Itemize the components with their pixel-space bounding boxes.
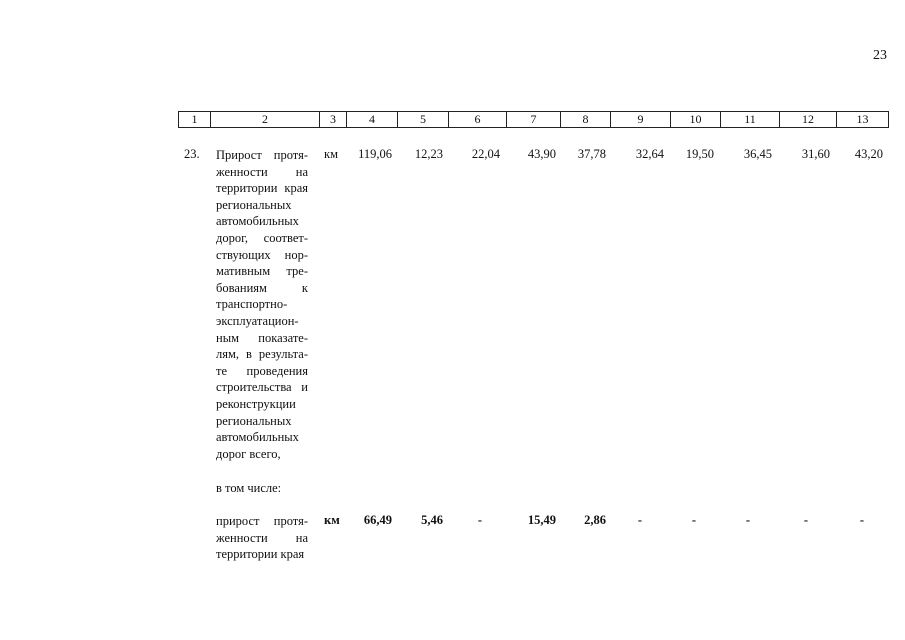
desc-line: транспортно- xyxy=(216,297,288,312)
value-col-4: 119,06 xyxy=(358,147,392,161)
value-col-12: 31,60 xyxy=(801,147,830,161)
row-number: 23. xyxy=(184,147,200,161)
value-col-4: 66,49 xyxy=(363,513,392,527)
desc-line: территории края xyxy=(216,547,305,562)
header-col-9: 9 xyxy=(611,112,671,127)
row-unit: км xyxy=(324,513,340,527)
header-col-7: 7 xyxy=(507,112,561,127)
value-col-6: - xyxy=(477,513,482,527)
value-col-8: 2,86 xyxy=(584,513,606,527)
value-col-11: 36,45 xyxy=(743,147,772,161)
desc-line: дорог всего, xyxy=(216,446,281,461)
desc-line: строительства и xyxy=(216,380,308,395)
value-col-6: 22,04 xyxy=(471,147,500,161)
value-col-11: - xyxy=(745,513,750,527)
table-header-row xyxy=(178,111,889,128)
value-col-12: - xyxy=(803,513,808,527)
header-col-3: 3 xyxy=(320,112,347,127)
page-number: 23 xyxy=(873,48,887,63)
desc-line: реконструкции xyxy=(216,396,296,411)
value-col-7: 43,90 xyxy=(527,147,556,161)
value-col-8: 37,78 xyxy=(577,147,606,161)
value-col-10: - xyxy=(691,513,696,527)
desc-line: Прирост протя- xyxy=(216,148,308,162)
header-col-5: 5 xyxy=(398,112,449,127)
header-col-13: 13 xyxy=(856,112,869,126)
header-col-4: 4 xyxy=(347,112,398,127)
value-col-13: - xyxy=(859,513,864,527)
value-col-10: 19,50 xyxy=(685,147,714,161)
desc-line: региональных xyxy=(216,197,292,212)
desc-line: прирост протя- xyxy=(216,514,308,528)
header-col-2: 2 xyxy=(211,112,320,127)
value-col-5: 12,23 xyxy=(414,147,443,161)
header-col-8: 8 xyxy=(561,112,611,127)
value-col-9: 32,64 xyxy=(635,147,664,161)
desc-line: автомобильных xyxy=(216,214,299,229)
desc-line: женности на xyxy=(216,530,308,545)
row-description xyxy=(216,513,308,563)
value-col-5: 5,46 xyxy=(421,513,443,527)
desc-line: бованиям к xyxy=(216,280,308,295)
header-col-10: 10 xyxy=(671,112,721,127)
desc-line: ным показате- xyxy=(216,330,308,345)
including-label: в том числе: xyxy=(216,481,282,495)
desc-line: региональных xyxy=(216,413,292,428)
desc-line: автомобильных xyxy=(216,430,299,445)
value-col-7: 15,49 xyxy=(527,513,556,527)
desc-line: территории края xyxy=(216,181,308,196)
desc-line: дорог, соответ- xyxy=(216,230,308,245)
value-col-9: - xyxy=(637,513,642,527)
desc-line: те проведения xyxy=(216,363,308,378)
desc-line: мативным тре- xyxy=(216,264,308,279)
desc-line: лям, в результа- xyxy=(216,347,308,362)
header-col-1: 1 xyxy=(179,112,211,127)
desc-line: женности на xyxy=(216,164,308,179)
desc-line: эксплуатацион- xyxy=(216,313,299,328)
header-col-11: 11 xyxy=(721,112,780,127)
header-col-6: 6 xyxy=(449,112,507,127)
desc-line: ствующих нор- xyxy=(216,247,308,262)
value-col-13: 43,20 xyxy=(854,147,883,161)
row-description xyxy=(216,147,308,462)
row-unit: км xyxy=(324,147,338,161)
header-col-12: 12 xyxy=(780,112,837,127)
